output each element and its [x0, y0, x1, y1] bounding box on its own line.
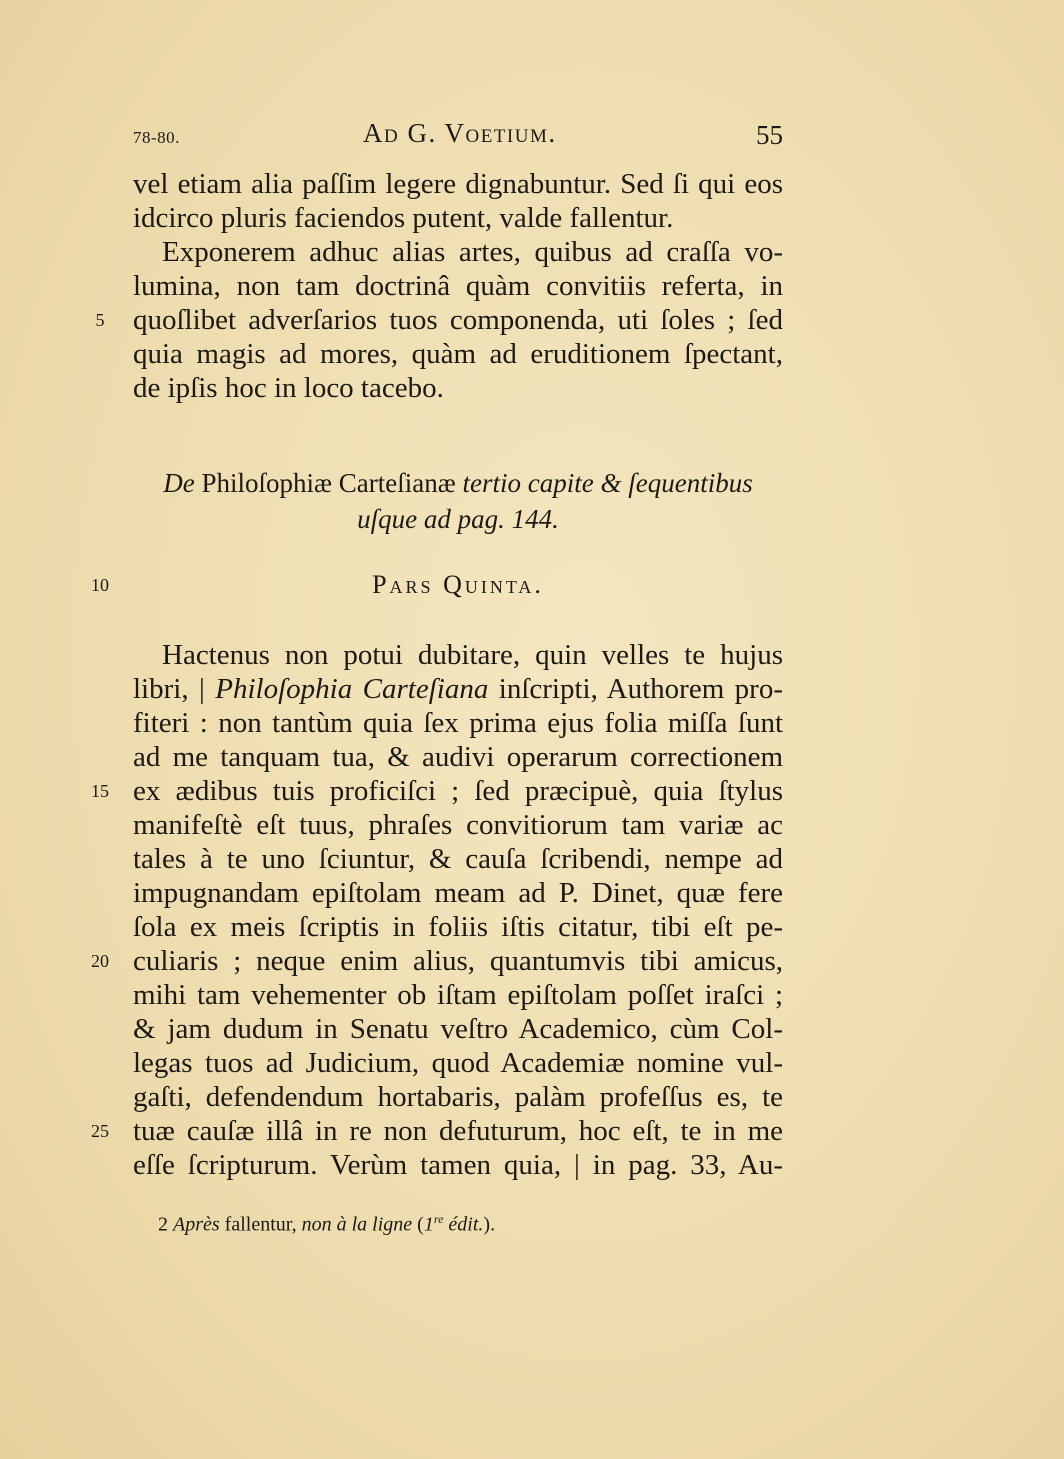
text-line: idcirco pluris faciendos putent, valde fallentur.	[133, 202, 674, 234]
running-head	[133, 118, 783, 154]
text-line: vel etiam alia paſſim legere dignabuntur. Sed ſi qui eos	[133, 168, 783, 200]
text-line: Hactenus non potui dubitare, quin velles te hujus	[162, 639, 783, 671]
footnote-italic: édit.	[448, 1213, 484, 1236]
footnote-italic: Après	[173, 1213, 220, 1236]
text-line: fiteri : non tantùm quia ſex prima ejus folia miſſa ſunt	[133, 707, 783, 739]
text-line: culiaris ; neque enim alius, quantumvis tibi amicus,	[133, 945, 783, 977]
text-line: gaſti, defendendum hortabaris, palàm profeſſus es, te	[133, 1081, 783, 1113]
text-line: impugnandam epiſtolam meam ad P. Dinet, quæ fere	[133, 877, 783, 909]
footnote-word: fallentur,	[224, 1213, 297, 1236]
text-segment: libri, |	[133, 673, 216, 705]
subheading-line-1	[133, 466, 783, 500]
text-line: ex ædibus tuis proficiſci ; ſed præcipuè, quia ſtylus	[133, 775, 783, 807]
text-line: ſola ex meis ſcriptis in foliis iſtis citatur, tibi eſt pe-	[133, 911, 783, 943]
text-line: Exponerem adhuc alias artes, quibus ad craſſa vo-	[162, 236, 783, 268]
subheading-line-2	[133, 502, 783, 536]
text-line: ad me tanquam tua, & audivi operarum correctionem	[133, 741, 783, 773]
line-number: 20	[91, 951, 109, 971]
footnote-superscript: re	[433, 1212, 444, 1226]
page-number: 55	[756, 120, 783, 150]
text-line: manifeſtè eſt tuus, phraſes convitiorum tam variæ ac	[133, 809, 783, 841]
section-title: Pars Quinta.	[372, 570, 544, 599]
text-line: tuæ cauſæ illâ in re non defuturum, hoc eſt, te in me	[133, 1115, 783, 1147]
subheading-roman: Philoſophiæ Carteſianæ	[201, 468, 456, 498]
text-line: quoſlibet adverſarios tuos componenda, uti ſoles ; ſed	[133, 304, 783, 336]
text-line: & jam dudum in Senatu veſtro Academico, cùm Col-	[133, 1013, 783, 1045]
line-number: 10	[91, 575, 109, 595]
footnote	[158, 1204, 495, 1240]
footnote-italic: non à la ligne	[301, 1213, 413, 1236]
footnote-number: 2	[158, 1213, 168, 1236]
line-number: 5	[95, 310, 105, 330]
line-number: 15	[91, 781, 109, 801]
text-line: eſſe ſcripturum. Verùm tamen quia, | in pag. 33, Au-	[133, 1149, 783, 1181]
page-range: 78-80.	[133, 128, 180, 147]
line-number: 25	[91, 1121, 109, 1141]
footnote-edition: 1	[423, 1213, 434, 1236]
text-line: tales à te uno ſciuntur, & cauſa ſcribendi, nempe ad	[133, 843, 783, 875]
text-line: quia magis ad mores, quàm ad eruditionem ſpectant,	[133, 338, 783, 370]
subheading-italic-2: uſque ad pag. 144.	[357, 504, 559, 534]
subheading-prefix: De	[163, 468, 195, 498]
text-line: legas tuos ad Judicium, quod Academiæ nomine vul-	[133, 1047, 783, 1079]
text-line: lumina, non tam doctrinâ quàm convitiis referta, in	[133, 270, 783, 302]
subheading-italic: tertio capite & ſequentibus	[462, 468, 753, 498]
text-line	[133, 672, 783, 706]
footnote-paren: (	[417, 1213, 424, 1236]
text-segment: inſcripti, Authorem pro-	[488, 673, 783, 705]
text-line: de ipſis hoc in loco tacebo.	[133, 372, 444, 404]
running-title: Ad G. Voetium.	[363, 118, 557, 148]
book-title: Philoſophia Carteſiana	[215, 673, 489, 705]
footnote-paren: ).	[483, 1213, 496, 1236]
text-line: mihi tam vehementer ob iſtam epiſtolam poſſet iraſci ;	[133, 979, 783, 1011]
